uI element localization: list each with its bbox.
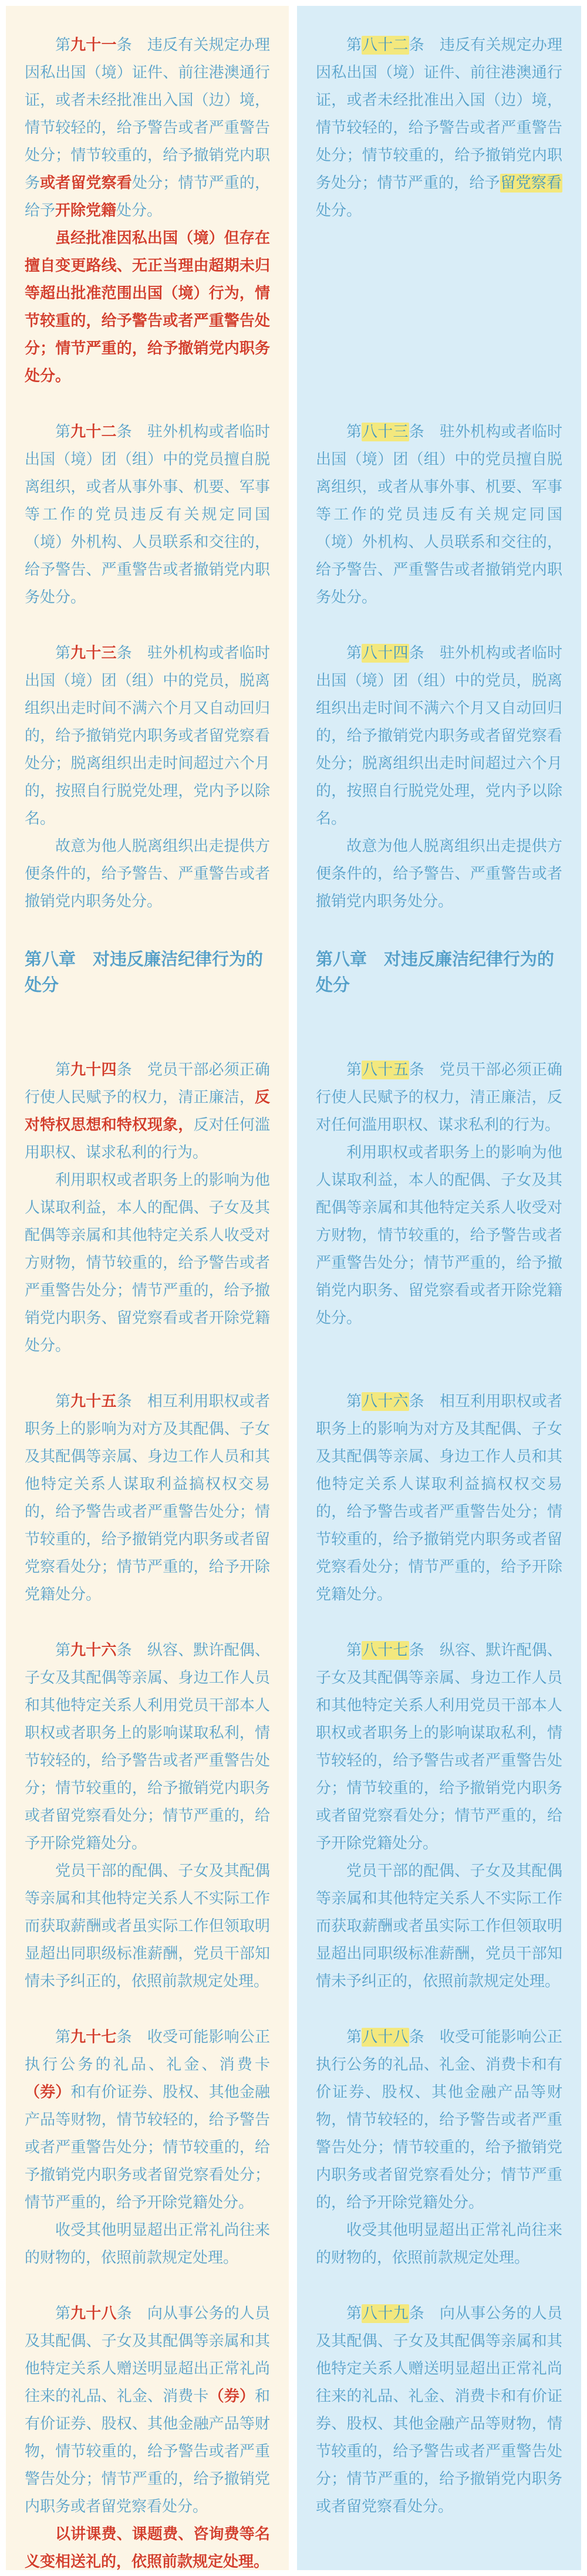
old-version-cell (6, 2024, 289, 2272)
body-text: 处分；情节严重的，给予 (25, 174, 270, 220)
highlighted-text: 留党察看 (500, 174, 562, 192)
article-paragraph (25, 1858, 270, 1996)
article-paragraph (25, 1637, 270, 1858)
new-version-cell (297, 1388, 581, 1609)
highlighted-text: 八十三 (362, 423, 409, 441)
article-paragraph (25, 1167, 270, 1360)
old-version-cell (6, 418, 289, 612)
body-text: 党员干部的配偶、子女及其配偶等亲属和其他特定关系人不实际工作而获取薪酬或者虽实际工作但领取明显超出同职级标准薪酬，党员干部知情未予纠正的，依照前款规定处理。 (25, 1862, 270, 1990)
body-text: 和有价证券、股权、其他金融产品等财物，情节较轻的，给予警告或者严重警告处分；情节较重的，给予撤销党内职务或者留党察看处分；情节严重的，给予开除党籍处分。 (25, 2084, 270, 2212)
new-version-cell (297, 32, 581, 225)
highlighted-text: 八十八 (362, 2028, 409, 2046)
article-paragraph (25, 2300, 270, 2521)
old-version-cell (6, 1388, 289, 1609)
emphasis-red-text: （券） (208, 2388, 255, 2405)
old-version-cell (6, 946, 289, 998)
highlighted-text: 八十五 (362, 1061, 409, 1079)
emphasis-red-text: 九十四 (70, 1061, 117, 1079)
body-text: 故意为他人脱离组织出走提供方便条件的，给予警告、严重警告或者撤销党内职务处分。 (25, 838, 270, 910)
comparison-row (0, 32, 587, 390)
highlighted-text: 八十四 (362, 644, 409, 662)
article-paragraph (316, 1858, 562, 1996)
comparison-row (0, 640, 587, 916)
article-paragraph (25, 418, 270, 612)
body-text: 条 驻外机构或者临时出国（境）团（组）中的党员，脱离组织出走时间不满六个月又自动回归的，给予撤销党内职务或者留党察看处分；脱离组织出走时间超过六个月的，按照自行脱党处理，党内予以除名。 (25, 644, 270, 828)
body-text: 条 向从事公务的人员及其配偶、子女及其配偶等亲属和其他特定关系人赠送明显超出正常礼尚往来的礼品、礼金、消费卡和有价证券、股权、其他金融产品等财物，情节较重的，给予警告或者严重警告处分；情节严重的，给予撤销党内职务或者留党察看处分。 (316, 2305, 562, 2516)
highlighted-text: 八十七 (362, 1642, 409, 1659)
article-paragraph (316, 32, 562, 225)
body-text: 条 违反有关规定办理因私出国（境）证件、前往港澳通行证，或者未经批准出入国（边）境，情节较轻的，给予警告或者严重警告处分；情节较重的，给予撤销党内职务 (25, 36, 270, 192)
highlighted-text: 八十六 (362, 1393, 409, 1410)
body-text: 条 向从事公务的人员及其配偶、子女及其配偶等亲属和其他特定关系人赠送明显超出正常礼尚往来的礼品、礼金、消费卡 (25, 2305, 270, 2405)
body-text: 条 违反有关规定办理因私出国（境）证件、前往港澳通行证，或者未经批准出入国（边）境，情节较轻的，给予警告或者严重警告处分；情节较重的，给予撤销党内职务处分；情节严重的，给予 (316, 36, 562, 192)
comparison-row (0, 1056, 587, 1360)
body-text: 党员干部的配偶、子女及其配偶等亲属和其他特定关系人不实际工作而获取薪酬或者虽实际工作但领取明显超出同职级标准薪酬，党员干部知情未予纠正的，依照前款规定处理。 (316, 1862, 562, 1990)
chapter-heading (25, 946, 270, 998)
emphasis-red-text: 开除党籍 (55, 202, 117, 220)
body-text: 第 (346, 36, 362, 54)
old-version-cell (6, 1637, 289, 1996)
article-paragraph (25, 833, 270, 916)
article-paragraph (316, 1637, 562, 1858)
body-text: 收受其他明显超出正常礼尚往来的财物的，依照前款规定处理。 (25, 2221, 270, 2267)
body-text: 反对任何滥用职权、谋求私利的行为。 (25, 1116, 270, 1162)
highlighted-text: 八十二 (362, 36, 409, 54)
emphasis-red-text: 虽经批准因私出国（境）但存在擅自变更路线、无正当理由超期未归等超出批准范围出国（境）行为，情节较重的，给予警告或者严重警告处分；情节严重的，给予撤销党内职务处分。 (25, 229, 270, 385)
new-version-cell (297, 1637, 581, 1996)
article-paragraph (316, 1388, 562, 1609)
body-text: 条 纵容、默许配偶、子女及其配偶等亲属、身边工作人员和其他特定关系人利用党员干部本人职权或者职务上的影响谋取私利，情节较轻的，给予警告或者严重警告处分；情节较重的，给予撤销党内职务或者留党察看处分；情节严重的，给予开除党籍处分。 (316, 1642, 562, 1852)
body-text: 条 相互利用职权或者职务上的影响为对方及其配偶、子女及其配偶等亲属、身边工作人员和其他特定关系人谋取利益搞权权交易的，给予警告或者严重警告处分；情节较重的，给予撤销党内职务或者留党察看处分；情节严重的，给予开除党籍处分。 (316, 1393, 562, 1603)
emphasis-red-text: 反对特权思想和特权现象， (25, 1089, 270, 1134)
old-version-cell (6, 1056, 289, 1360)
emphasis-red-text: 九十六 (70, 1642, 117, 1659)
body-text: 第 (346, 2028, 362, 2046)
body-text: 条 驻外机构或者临时出国（境）团（组）中的党员，脱离组织出走时间不满六个月又自动回归的，给予撤销党内职务或者留党察看处分；脱离组织出走时间超过六个月的，按照自行脱党处理，党内予以除名。 (316, 644, 562, 828)
old-version-cell (6, 640, 289, 916)
body-text: 条 驻外机构或者临时出国（境）团（组）中的党员擅自脱离组织，或者从事外事、机要、军事等工作的党员违反有关规定同国（境）外机构、人员联系和交往的，给予警告、严重警告或者撤销党内职务处分。 (316, 423, 562, 606)
article-paragraph (25, 1388, 270, 1609)
emphasis-red-text: 九十七 (70, 2028, 117, 2046)
highlighted-text: 八十九 (362, 2305, 409, 2322)
body-text: 条 党员干部必须正确行使人民赋予的权力，清正廉洁， (25, 1061, 270, 1106)
body-text: 处分。 (316, 202, 362, 220)
body-text: 第 (346, 2305, 362, 2322)
article-paragraph (316, 2217, 562, 2272)
comparison-row (0, 418, 587, 612)
article-paragraph (316, 418, 562, 612)
comparison-row (0, 1637, 587, 1996)
body-text: 利用职权或者职务上的影响为他人谋取利益，本人的配偶、子女及其配偶等亲属和其他特定关系人收受对方财物，情节较重的，给予警告或者严重警告处分；情节严重的，给予撤销党内职务、留党察看或者开除党籍处分。 (25, 1171, 270, 1355)
body-text: 第 (55, 423, 71, 441)
body-text: 处分。 (116, 202, 163, 220)
chapter-heading-text: 第八章 对违反廉洁纪律行为的处分 (316, 949, 555, 995)
body-text: 利用职权或者职务上的影响为他人谋取利益，本人的配偶、子女及其配偶等亲属和其他特定关系人收受对方财物，情节较重的，给予警告或者严重警告处分；情节严重的，给予撤销党内职务、留党察看或者开除党籍处分。 (316, 1144, 562, 1327)
emphasis-red-text: 以讲课费、课题费、咨询费等名义变相送礼的，依照前款规定处理。 (25, 2526, 270, 2571)
body-text: 条 收受可能影响公正执行公务的礼品、礼金、消费卡和有价证券、股权、其他金融产品等财物，情节较轻的，给予警告或者严重警告处分；情节较重的，给予撤销党内职务或者留党察看处分；情节严重的，给予开除党籍处分。 (316, 2028, 562, 2212)
article-paragraph (316, 640, 562, 833)
article-paragraph (25, 2217, 270, 2272)
chapter-heading-row (0, 946, 587, 998)
body-text: 第 (55, 1642, 71, 1659)
emphasis-red-text: 九十八 (70, 2305, 117, 2322)
old-version-cell (6, 2300, 289, 2576)
new-version-cell (297, 946, 581, 998)
article-paragraph (25, 2024, 270, 2217)
comparison-row (0, 2300, 587, 2576)
body-text: 和有价证券、股权、其他金融产品等财物，情节较重的，给予警告或者严重警告处分；情节严重的，给予撤销党内职务或者留党察看处分。 (25, 2388, 270, 2516)
body-text: 条 相互利用职权或者职务上的影响为对方及其配偶、子女及其配偶等亲属、身边工作人员和其他特定关系人谋取利益搞权权交易的，给予警告或者严重警告处分；情节较重的，给予撤销党内职务或者留党察看处分；情节严重的，给予开除党籍处分。 (25, 1393, 270, 1603)
body-text: 条 收受可能影响公正执行公务的礼品、礼金、消费卡 (25, 2028, 270, 2074)
emphasis-red-text: （券） (25, 2084, 71, 2101)
new-version-cell (297, 2300, 581, 2521)
body-text: 收受其他明显超出正常礼尚往来的财物的，依照前款规定处理。 (316, 2221, 562, 2267)
body-text: 第 (346, 1061, 362, 1079)
body-text: 第 (346, 1642, 362, 1659)
new-version-cell (297, 640, 581, 916)
article-paragraph (25, 32, 270, 225)
article-paragraph (25, 225, 270, 390)
body-text: 第 (346, 1393, 362, 1410)
body-text: 第 (55, 2305, 71, 2322)
body-text: 第 (55, 2028, 71, 2046)
body-text: 条 驻外机构或者临时出国（境）团（组）中的党员擅自脱离组织，或者从事外事、机要、军事等工作的党员违反有关规定同国（境）外机构、人员联系和交往的，给予警告、严重警告或者撤销党内职务处分。 (25, 423, 270, 606)
new-version-cell (297, 2024, 581, 2272)
article-paragraph (316, 833, 562, 916)
new-version-cell (297, 1056, 581, 1332)
body-text: 第 (55, 1061, 71, 1079)
body-text: 条 纵容、默许配偶、子女及其配偶等亲属、身边工作人员和其他特定关系人利用党员干部本人职权或者职务上的影响谋取私利，情节较轻的，给予警告或者严重警告处分；情节较重的，给予撤销党内职务或者留党察看处分；情节严重的，给予开除党籍处分。 (25, 1642, 270, 1852)
emphasis-red-text: 九十二 (70, 423, 117, 441)
comparison-row (0, 2024, 587, 2272)
body-text: 第 (346, 644, 362, 662)
article-paragraph (25, 640, 270, 833)
article-paragraph (316, 2024, 562, 2217)
emphasis-red-text: 九十三 (70, 644, 117, 662)
body-text: 条 党员干部必须正确行使人民赋予的权力，清正廉洁，反对任何滥用职权、谋求私利的行为。 (316, 1061, 562, 1134)
article-paragraph (316, 1139, 562, 1332)
emphasis-red-text: 或者留党察看 (40, 174, 132, 192)
body-text: 第 (346, 423, 362, 441)
emphasis-red-text: 九十一 (70, 36, 117, 54)
old-version-cell (6, 32, 289, 390)
article-paragraph (316, 2300, 562, 2521)
body-text: 第 (55, 1393, 71, 1410)
body-text: 第 (55, 36, 71, 54)
chapter-heading (316, 946, 562, 998)
emphasis-red-text: 九十五 (70, 1393, 117, 1410)
article-paragraph (25, 2521, 270, 2576)
body-text: 第 (55, 644, 71, 662)
body-text: 故意为他人脱离组织出走提供方便条件的，给予警告、严重警告或者撤销党内职务处分。 (316, 838, 562, 910)
comparison-row (0, 1388, 587, 1609)
article-paragraph (316, 1056, 562, 1139)
article-paragraph (25, 1056, 270, 1167)
new-version-cell (297, 418, 581, 612)
chapter-heading-text: 第八章 对违反廉洁纪律行为的处分 (25, 949, 264, 995)
